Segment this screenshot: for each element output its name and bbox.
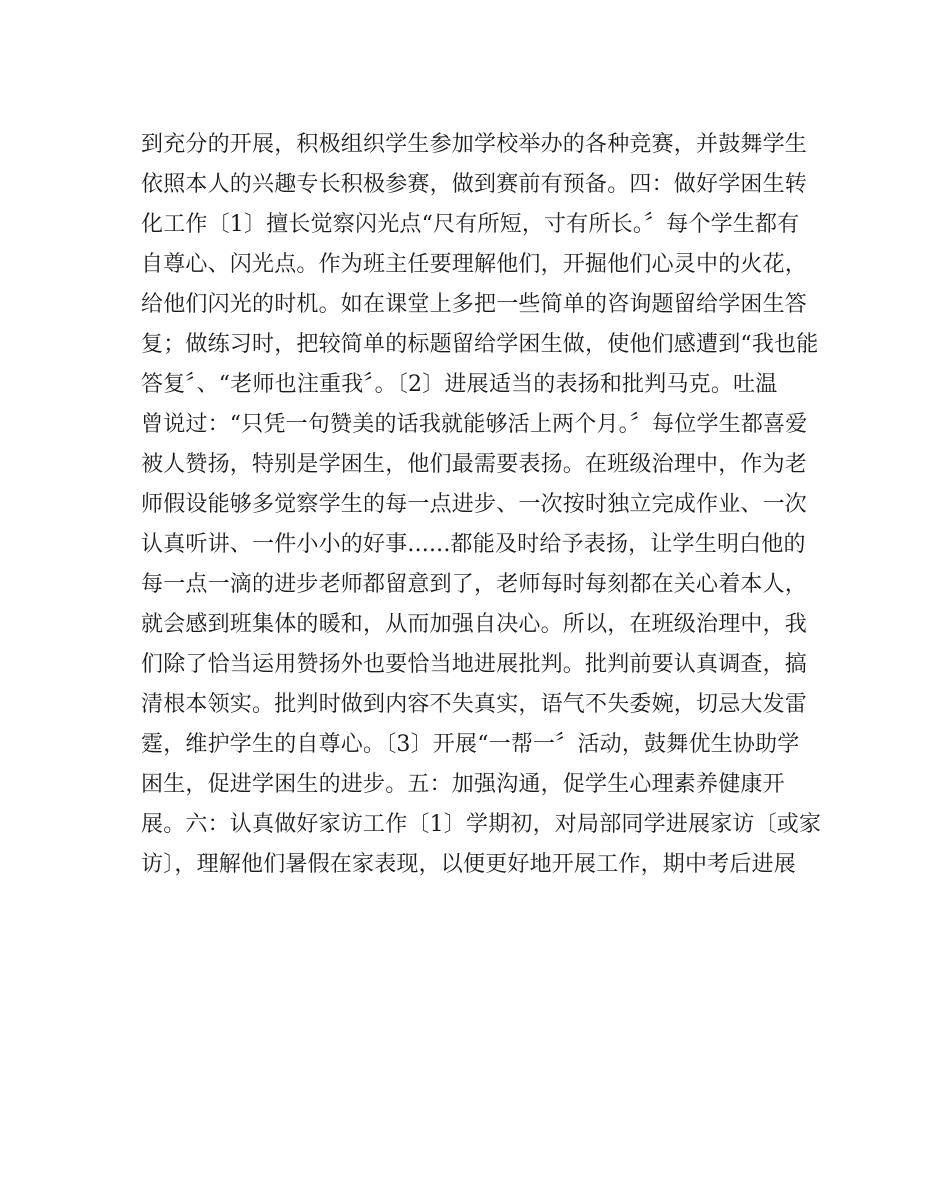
text-line: 认真听讲、一件小小的好事......都能及时给予表扬，让学生明白他的 xyxy=(141,532,806,557)
text-line: 霆，维护学生的自尊心。〔3〕开展“一帮一〞活动，鼓舞优生协助学 xyxy=(141,732,800,757)
text-line: 答复〞、“老师也注重我〞。〔2〕进展适当的表扬和批判马克。吐温 xyxy=(141,372,778,397)
text-line: 们除了恰当运用赞扬外也要恰当地进展批判。批判前要认真调查，搞 xyxy=(141,652,808,677)
text-line: 给他们闪光的时机。如在课堂上多把一些简单的咨询题留给学困生答 xyxy=(141,292,808,317)
text-line: 师假设能够多觉察学生的每一点进步、一次按时独立完成作业、一次 xyxy=(141,492,808,517)
text-line: 复；做练习时，把较简单的标题留给学困生做，使他们感遭到“我也能 xyxy=(141,332,819,357)
text-line: 被人赞扬，特别是学困生，他们最需要表扬。在班级治理中，作为老 xyxy=(141,452,808,477)
text-line: 就会感到班集体的暖和，从而加强自决心。所以，在班级治理中，我 xyxy=(141,612,808,637)
text-line: 访〕，理解他们暑假在家表现，以便更好地开展工作，期中考后进展 xyxy=(141,852,797,877)
text-line: 自尊心、闪光点。作为班主任要理解他们，开掘他们心灵中的火花， xyxy=(141,252,808,277)
text-line: 化工作〔1〕擅长觉察闪光点“尺有所短，寸有所长。〞每个学生都有 xyxy=(141,212,800,237)
text-line: 困生，促进学困生的进步。五：加强沟通，促学生心理素养健康开 xyxy=(141,772,785,797)
text-line: 清根本领实。批判时做到内容不失真实，语气不失委婉，切忌大发雷 xyxy=(141,692,808,717)
text-line: 曾说过：“只凭一句赞美的话我就能够活上两个月。〞每位学生都喜爱 xyxy=(141,412,808,437)
text-line: 依照本人的兴趣专长积极参赛，做到赛前有预备。四：做好学困生转 xyxy=(141,172,808,197)
text-line: 展。六：认真做好家访工作〔1〕学期初，对局部同学进展家访〔或家 xyxy=(141,812,822,837)
text-line: 每一点一滴的进步老师都留意到了，老师每时每刻都在关心着本人， xyxy=(141,572,808,597)
body-text xyxy=(141,125,821,885)
text-line: 到充分的开展，积极组织学生参加学校举办的各种竞赛，并鼓舞学生 xyxy=(141,132,808,157)
